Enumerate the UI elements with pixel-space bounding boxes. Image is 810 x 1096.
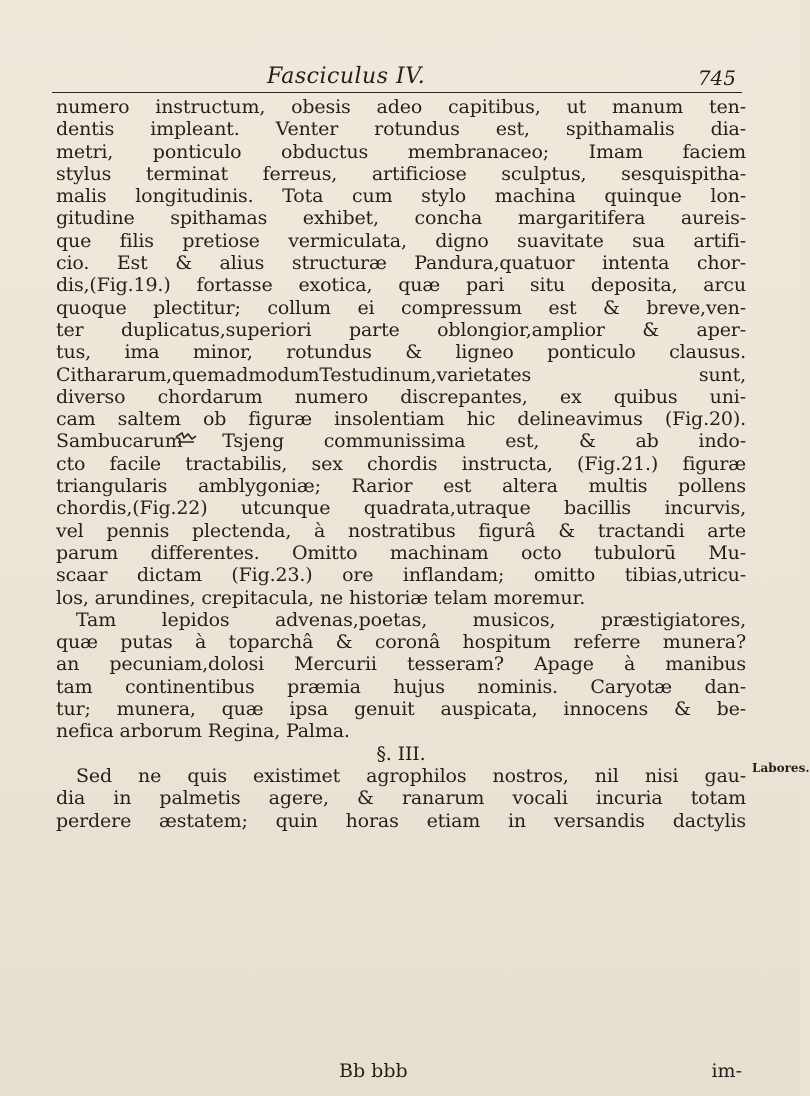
text-line: scaar dictam (Fig.23.) ore inflandam; omitto tibias,utricu- [56, 564, 746, 587]
text-line: numero instructum, obesis adeo capitibus, ut manum ten- [56, 96, 746, 118]
text-line: chordis,(Fig.22) utcunque quadrata,utraque bacillis incurvis, [56, 497, 746, 520]
text-line: metri, ponticulo obductus membranaceo; Imam faciem [56, 140, 746, 163]
text-line: triangularis amblygoniæ; Rarior est altera multis pollens [56, 475, 746, 498]
text-line: los, arundines, crepitacula, ne historiæ telam moremur. [56, 586, 586, 609]
text-line: quæ putas à toparchâ & coronâ hospitum referre munera? [56, 631, 746, 654]
text-line: Sambucarum Tsjeng communissima est, & ab indo- [56, 430, 746, 453]
text-line: an pecuniam,dolosi Mercurii tesseram? Apage à manibus [56, 653, 746, 676]
page-number: 745 [697, 66, 736, 90]
text-line: vel pennis plectenda, à nostratibus figurâ & tractandi arte [56, 519, 746, 542]
page-footer [56, 1060, 746, 1082]
text-line: cam saltem ob figuræ insolentiam hic delineavimus (Fig.20). [56, 408, 746, 431]
marginal-note: Labores. [752, 761, 810, 775]
running-title: Fasciculus IV. [267, 64, 426, 89]
chinese-character-glyph [174, 431, 198, 445]
text-line: Tam lepidos advenas,poetas, musicos, præstigiatores, [76, 608, 746, 631]
text-line: malis longitudinis. Tota cum stylo machina quinque lon- [56, 185, 746, 208]
body-text [56, 96, 746, 832]
text-line: stylus terminat ferreus, artificiose sculptus, sesquispitha- [56, 162, 746, 185]
text-line: dis,(Fig.19.) fortasse exotica, quæ pari situ deposita, arcu [56, 274, 746, 297]
text-line: cio. Est & alius structuræ Pandura,quatuor intenta chor- [56, 252, 746, 275]
text-line: quoque plectitur; collum ei compressum est & breve,ven- [56, 296, 746, 319]
text-line: ter duplicatus,superiori parte oblongior,amplior & aper- [56, 318, 746, 341]
text-line: que filis pretiose vermiculata, digno suavitate sua artifi- [56, 229, 746, 252]
text-line: perdere æstatem; quin horas etiam in versandis dactylis [56, 809, 746, 832]
text-line: diverso chordarum numero discrepantes, ex quibus uni- [56, 385, 746, 408]
text-line: cto facile tractabilis, sex chordis instructa, (Fig.21.) figuræ [56, 452, 746, 475]
text-line: Sed ne quis existimet agrophilos nostros, nil nisi gau- [76, 764, 746, 787]
text-line: parum differentes. Omitto machinam octo tubulorū Mu- [56, 541, 746, 564]
signature-mark: Bb bbb [339, 1060, 408, 1082]
text-line: gitudine spithamas exhibet, concha margaritifera aureis- [56, 207, 746, 230]
section-heading: §. III. [376, 742, 426, 765]
text-line: dia in palmetis agere, & ranarum vocali incuria totam [56, 787, 746, 810]
text-line: tam continentibus præmia hujus nominis. Caryotæ dan- [56, 675, 746, 698]
text-line: Cithararum,quemadmodumTestudinum,varietates sunt, [56, 363, 746, 386]
text-line: nefica arborum Regina, Palma. [56, 720, 350, 743]
text-line: tus, ima minor, rotundus & ligneo ponticulo clausus. [56, 341, 746, 364]
catchword: im- [711, 1060, 742, 1082]
text-line: dentis impleant. Venter rotundus est, spithamalis dia- [56, 118, 746, 141]
page-header [52, 62, 742, 93]
text-line: tur; munera, quæ ipsa genuit auspicata, innocens & be- [56, 698, 746, 721]
